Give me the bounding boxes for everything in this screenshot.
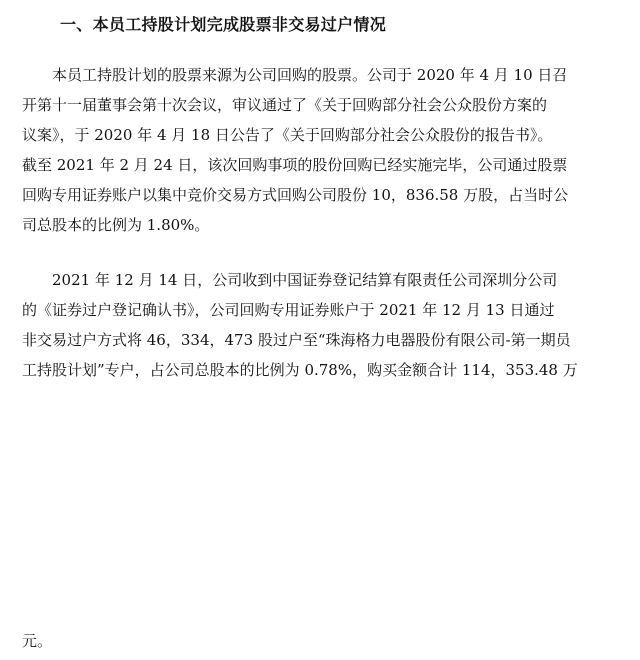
- paragraph-tail: 元。: [22, 632, 53, 650]
- paragraph-line: 的《证券过户登记确认书》，公司回购专用证券账户于 2021 年 12 月 13 日通过: [22, 301, 555, 319]
- paragraph-line: 议案》，于 2020 年 4 月 18 日公告了《关于回购部分社会公众股份的报告书》。: [22, 126, 553, 144]
- paragraph-line: 截至 2021 年 2 月 24 日，该次回购事项的股份回购已经实施完毕，公司通过股票: [22, 156, 568, 174]
- paragraph-transfer-details: [22, 265, 622, 385]
- paragraph-line: 工持股计划”专户，占公司总股本的比例为 0.78%，购买金额合计 114，353.48 万: [22, 361, 578, 379]
- paragraph-line: 非交易过户方式将 46，334，473 股过户至“珠海格力电器股份有限公司-第一期员: [22, 331, 571, 349]
- paragraph-line: 2021 年 12 月 14 日，公司收到中国证券登记结算有限责任公司深圳分公司: [52, 271, 558, 289]
- paragraph-line: 开第十一届董事会第十次会议，审议通过了《关于回购部分社会公众股份方案的: [22, 96, 548, 114]
- paragraph-line: 司总股本的比例为 1.80%。: [22, 216, 210, 234]
- paragraph-line: 回购专用证券账户以集中竞价交易方式回购公司股份 10，836.58 万股，占当时公: [22, 186, 569, 204]
- paragraph-line: 本员工持股计划的股票来源为公司回购的股票。公司于 2020 年 4 月 10 日召: [52, 66, 568, 84]
- section-heading: 一、本员工持股计划完成股票非交易过户情况: [60, 15, 387, 34]
- paragraph-share-source: [22, 60, 622, 240]
